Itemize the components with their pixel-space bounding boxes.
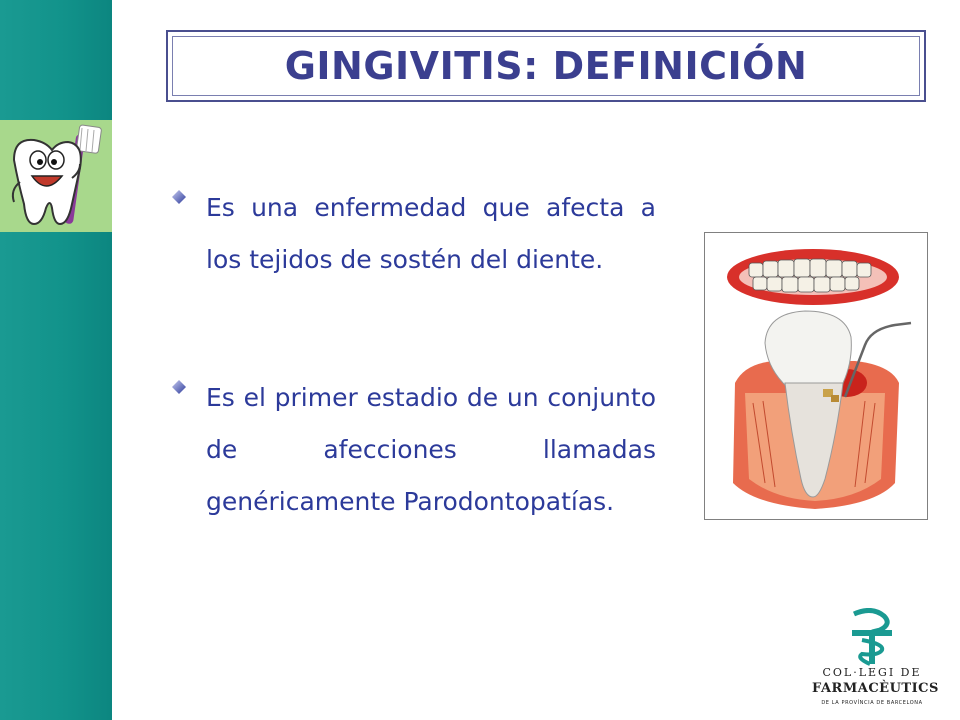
- bullet-item: [172, 372, 656, 528]
- diamond-bullet-icon: [172, 190, 186, 204]
- logo-text-line2: FARMACÈUTICS: [812, 681, 939, 696]
- left-sidebar-band: [0, 0, 112, 720]
- college-logo: [812, 608, 939, 716]
- logo-text-line3: DE LA PROVÍNCIA DE BARCELONA: [821, 700, 923, 706]
- title-frame: [166, 30, 926, 102]
- bullet-text: Es una enfermedad que afecta a los tejidos de sostén del diente.: [206, 193, 656, 274]
- gingivitis-illustration: [704, 232, 928, 520]
- bullet-item: [172, 182, 656, 286]
- tooth-mascot-icon: [0, 120, 112, 232]
- diamond-bullet-icon: [172, 380, 186, 394]
- caduceus-logo-icon: [812, 608, 932, 666]
- logo-text-line1: COL·LEGI DE: [822, 666, 922, 679]
- slide-title: GINGIVITIS: DEFINICIÓN: [284, 44, 808, 88]
- bullet-text: Es el primer estadio de un conjunto de afecciones llamadas genéricamente Parodontopatías.: [206, 383, 656, 516]
